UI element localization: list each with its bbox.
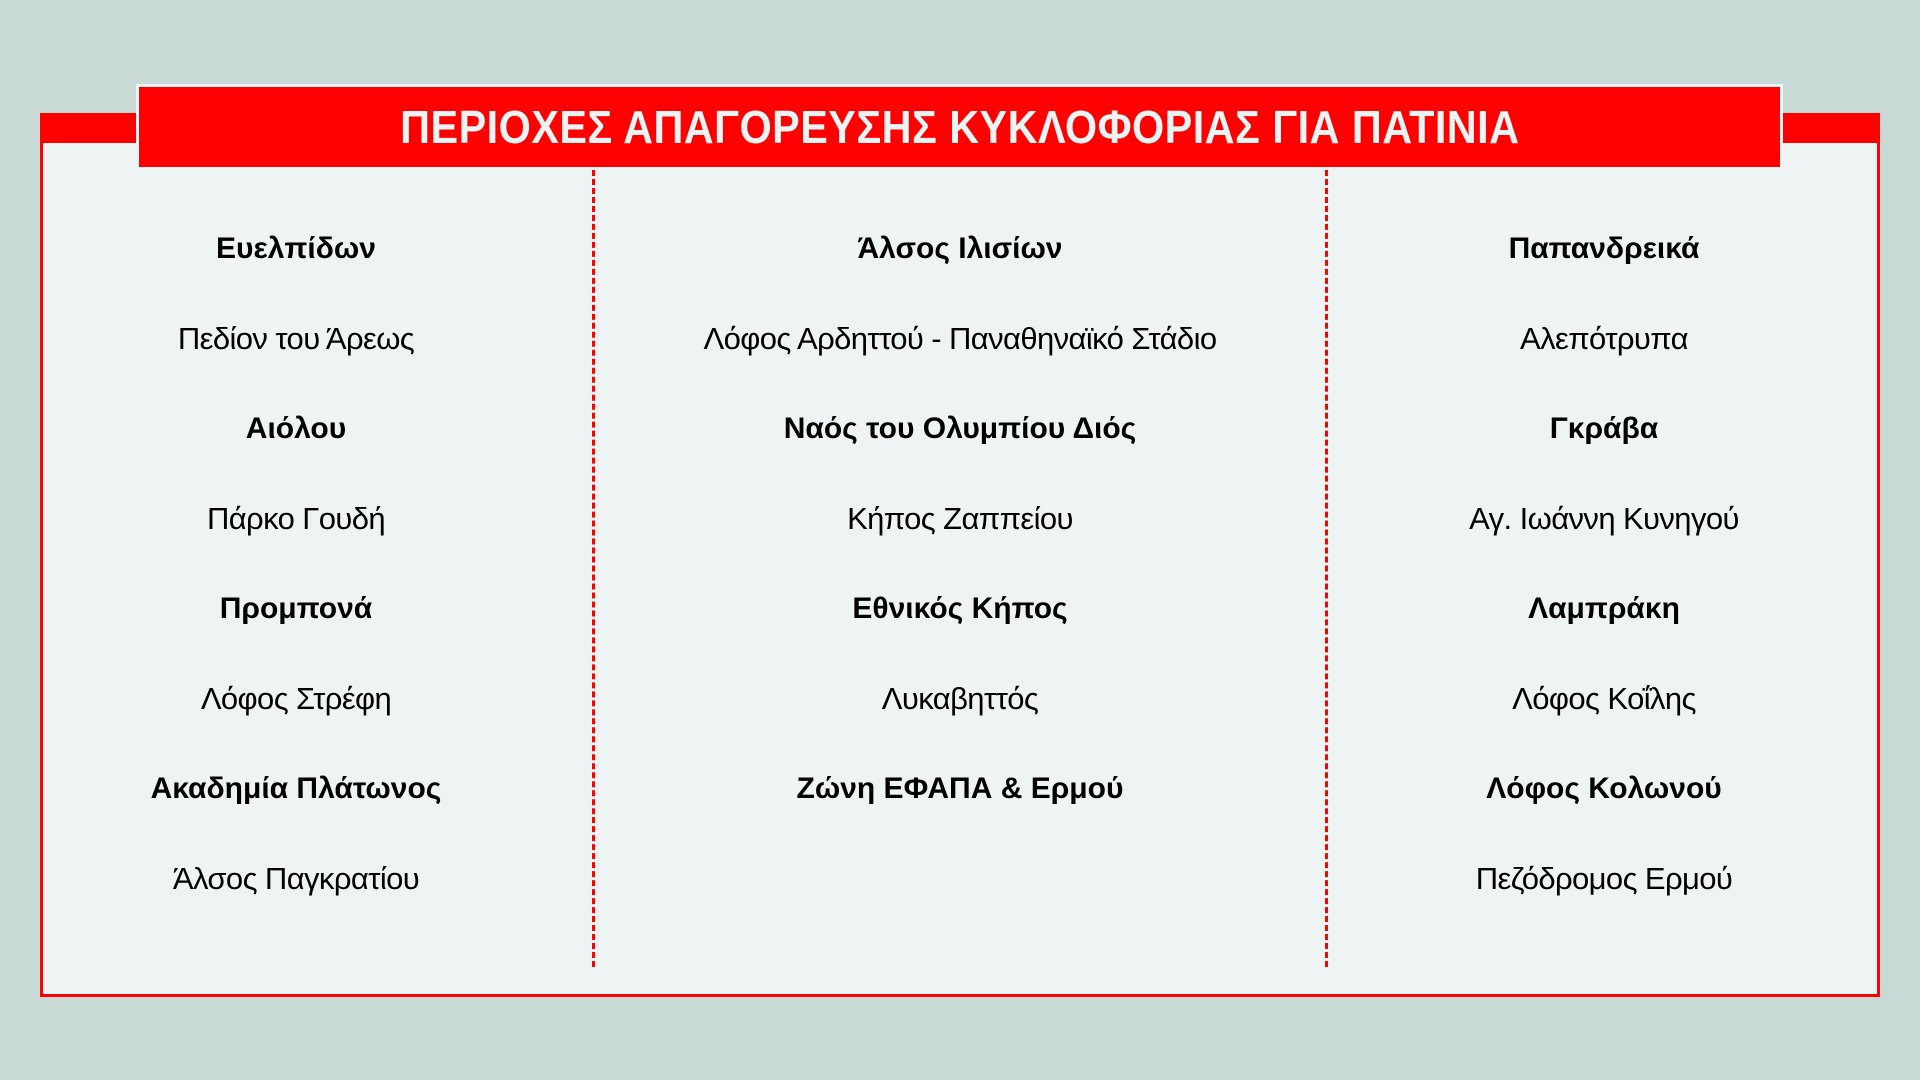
column-1: [16, 226, 576, 946]
list-item: Λυκαβηττός: [881, 681, 1039, 716]
list-item: Κήπος Ζαππείου: [847, 501, 1073, 536]
list-item: Προμπονά: [219, 592, 373, 625]
list-item: Ζώνη ΕΦΑΠΑ & Ερμού: [796, 772, 1124, 805]
column-3: [1324, 226, 1884, 946]
list-item: Αγ. Ιωάννη Κυνηγού: [1469, 501, 1739, 536]
list-item: Λόφος Στρέφη: [200, 681, 392, 716]
column-2: [680, 226, 1240, 856]
list-item: Πεζόδρομος Ερμού: [1475, 861, 1733, 896]
list-item: Πεδίον του Άρεως: [177, 321, 415, 356]
list-item: Πάρκο Γουδή: [206, 501, 386, 536]
list-item: Λόφος Κολωνού: [1486, 772, 1722, 805]
list-item: Λόφος Αρδηττού - Παναθηναϊκό Στάδιο: [703, 321, 1217, 356]
list-item: Λαμπράκη: [1528, 592, 1680, 625]
list-item: Παπανδρεικά: [1508, 232, 1700, 265]
title-banner: [136, 84, 1783, 170]
list-item: Εθνικός Κήπος: [852, 592, 1068, 625]
page-title: ΠΕΡΙΟΧΕΣ ΑΠΑΓΟΡΕΥΣΗΣ ΚΥΚΛΟΦΟΡΙΑΣ ΓΙΑ ΠΑΤΙΝΙΑ: [399, 101, 1520, 153]
list-item: Γκράβα: [1549, 412, 1659, 445]
list-item: Λόφος Κοΐλης: [1512, 681, 1696, 716]
list-item: Άλσος Παγκρατίου: [172, 861, 420, 896]
list-item: Άλσος Ιλισίων: [857, 232, 1063, 265]
list-item: Ναός του Ολυμπίου Διός: [783, 412, 1137, 445]
column-divider: [592, 170, 595, 967]
list-item: Αλεπότρυπα: [1520, 321, 1688, 356]
list-item: Αιόλου: [245, 412, 347, 445]
list-item: Ευελπίδων: [216, 232, 376, 265]
list-item: Ακαδημία Πλάτωνος: [150, 772, 442, 805]
